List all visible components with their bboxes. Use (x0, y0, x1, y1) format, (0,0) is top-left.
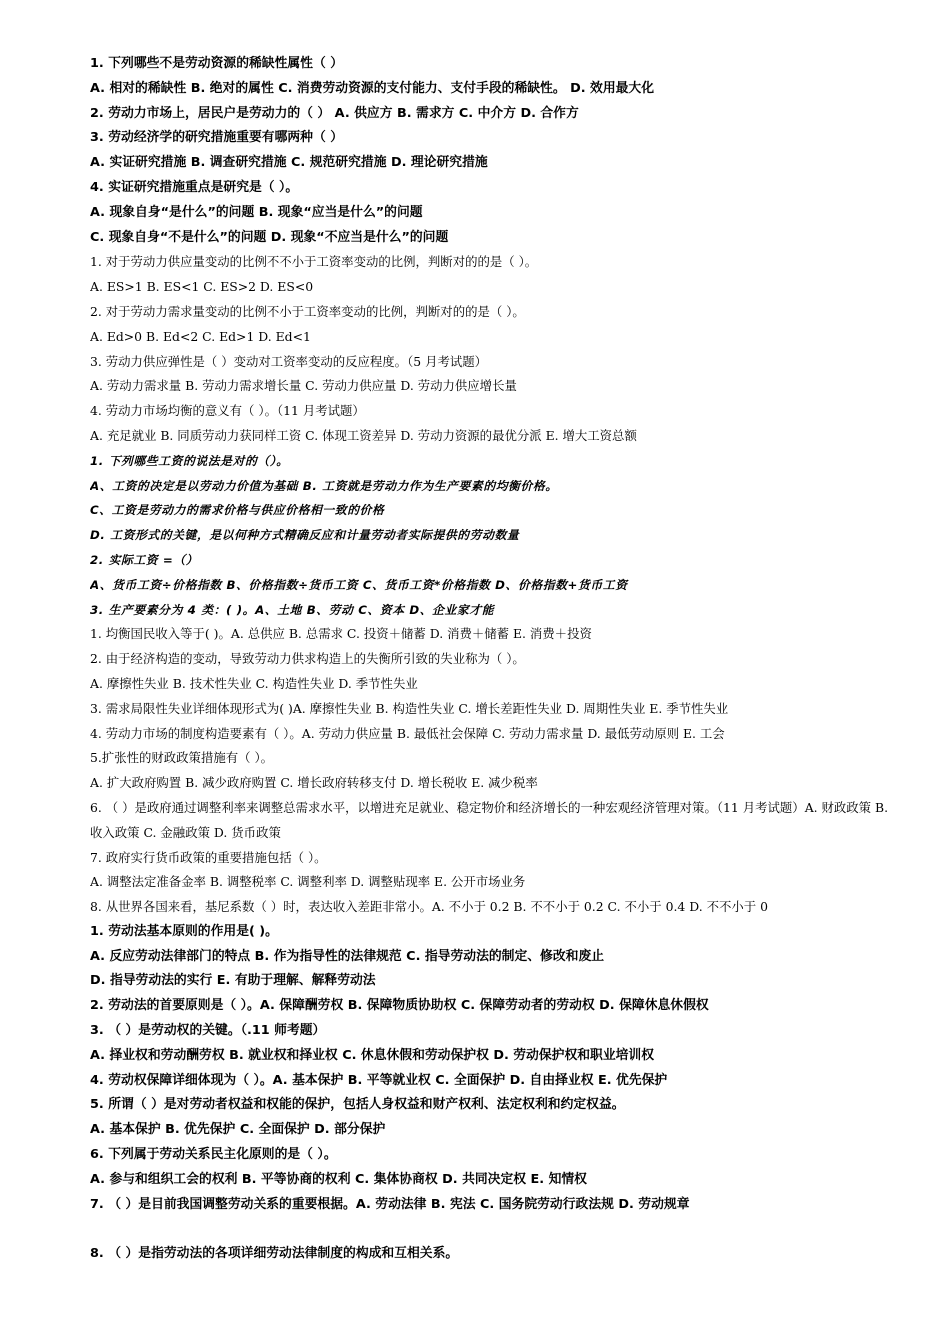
text-line: 6. 下列属于劳动关系民主化原则的是（ ）。 (90, 1147, 337, 1163)
text-line: 4. 劳动力市场的制度构造要素有（ ）。A. 劳动力供应量 B. 最低社会保障 C. 劳动力需求量 D. 最低劳动原则 E. 工会 (90, 725, 725, 741)
text-line: 3. 劳动经济学的研究措施重要有哪两种（ ） (90, 130, 344, 146)
text-line: A. 择业权和劳动酬劳权 B. 就业权和择业权 C. 休息休假和劳动保护权 D. 劳动保护权和职业培训权 (90, 1047, 655, 1063)
text-line: A、货币工资÷价格指数 B、价格指数÷货币工资 C、货币工资*价格指数 D、价格指数+货币工资 (90, 577, 628, 592)
text-line: A. 摩擦性失业 B. 技术性失业 C. 构造性失业 D. 季节性失业 (90, 675, 418, 691)
text-line: 2. 由于经济构造的变动，导致劳动力供求构造上的失衡所引致的失业称为（ ）。 (90, 651, 525, 667)
text-line: C. 现象自身“不是什么”的问题 D. 现象“不应当是什么”的问题 (90, 229, 449, 245)
text-line: 8. （ ）是指劳动法的各项详细劳动法律制度的构成和互相关系。 (90, 1246, 459, 1262)
text-line: A. 实证研究措施 B. 调查研究措施 C. 规范研究措施 D. 理论研究措施 (90, 155, 488, 171)
text-line: D. 指导劳动法的实行 E. 有助于理解、解释劳动法 (90, 973, 376, 989)
text-line: A. 劳动力需求量 B. 劳动力需求增长量 C. 劳动力供应量 D. 劳动力供应增长量 (90, 378, 517, 394)
text-line: A. 基本保护 B. 优先保护 C. 全面保护 D. 部分保护 (90, 1122, 386, 1138)
text-line: D. 工资形式的关键，是以何种方式精确反应和计量劳动者实际提供的劳动数量 (90, 528, 520, 543)
text-line: 4. 劳动权保障详细体现为（ ）。A. 基本保护 B. 平等就业权 C. 全面保护 D. 自由择业权 E. 优先保护 (90, 1072, 668, 1088)
text-line: 7. （ ）是目前我国调整劳动关系的重要根据。A. 劳动法律 B. 宪法 C. 国务院劳动行政法规 D. 劳动规章 (90, 1196, 690, 1212)
text-line: 1. 下列哪些不是劳动资源的稀缺性属性（ ） (90, 56, 344, 71)
text-line: A. Ed>0 B. Ed<2 C. Ed>1 D. Ed<1 (90, 328, 311, 344)
text-line: 2. 实际工资 =（） (90, 552, 199, 567)
text-line: 3. 劳动力供应弹性是（ ）变动对工资率变动的反应程度。（5 月考试题） (90, 353, 488, 369)
text-line: 8. 从世界各国来看，基尼系数（ ）时，表达收入差距非常小。A. 不小于 0.2 B. 不不小于 0.2 C. 不小于 0.4 D. 不不小于 0 (90, 899, 768, 915)
text-line: 3. （ ）是劳动权的关键。（.11 师考题） (90, 1023, 326, 1039)
text-line: 4. 实证研究措施重点是研究是（ ）。 (90, 179, 299, 195)
text-line: 1. 劳动法基本原则的作用是( )。 (90, 923, 278, 939)
text-line: 2. 对于劳动力需求量变动的比例不小于工资率变动的比例，判断对的的是（ ）。 (90, 303, 525, 319)
text-line: A. 参与和组织工会的权利 B. 平等协商的权利 C. 集体协商权 D. 共同决定权 E. 知情权 (90, 1171, 587, 1187)
text-line: C、工资是劳动力的需求价格与供应价格相一致的价格 (90, 503, 385, 518)
text-line: 5.扩张性的财政政策措施有（ ）。 (90, 750, 274, 766)
text-line: A、工资的决定是以劳动力价值为基础 B. 工资就是劳动力作为生产要素的均衡价格。 (90, 478, 558, 493)
text-line: 3. 生产要素分为 4 类：( )。A、土地 B、劳动 C、资本 D、企业家才能 (90, 602, 495, 617)
text-line: 1. 下列哪些工资的说法是对的（）。 (90, 453, 289, 468)
text-line: A. 反应劳动法律部门的特点 B. 作为指导性的法律规范 C. 指导劳动法的制定、修改和废止 (90, 948, 605, 964)
text-line: A. 现象自身“是什么”的问题 B. 现象“应当是什么”的问题 (90, 204, 423, 220)
blank-line (90, 1217, 890, 1242)
text-line: 5. 所谓（ ）是对劳动者权益和权能的保护，包括人身权益和财产权利、法定权利和约定权益。 (90, 1097, 625, 1113)
text-line: 7. 政府实行货币政策的重要措施包括（ ）。 (90, 849, 327, 865)
text-line: 2. 劳动法的首要原则是（ ）。A. 保障酬劳权 B. 保障物质协助权 C. 保障劳动者的劳动权 D. 保障休息休假权 (90, 998, 709, 1014)
text-line: 3. 需求局限性失业详细体现形式为( )A. 摩擦性失业 B. 构造性失业 C. 增长差距性失业 D. 周期性失业 E. 季节性失业 (90, 700, 729, 716)
text-line: 2. 劳动力市场上，居民户是劳动力的（ ） A. 供应方 B. 需求方 C. 中介方 D. 合作方 (90, 105, 579, 121)
text-line: A. 扩大政府购置 B. 减少政府购置 C. 增长政府转移支付 D. 增长税收 E. 减少税率 (90, 775, 538, 791)
text-line: A. ES>1 B. ES<1 C. ES>2 D. ES<0 (90, 279, 314, 295)
text-line: 6. （ ）是政府通过调整利率来调整总需求水平，以增进充足就业、稳定物价和经济增长的一种宏观经济管理对策。（11 月考试题）A. 财政政策 B. 收入政策 C. 金融政策 D. 货币政策 (90, 799, 889, 840)
text-line: A. 相对的稀缺性 B. 绝对的属性 C. 消费劳动资源的支付能力、支付手段的稀缺性。 D. 效用最大化 (90, 80, 655, 96)
text-line: 1. 均衡国民收入等于( )。A. 总供应 B. 总需求 C. 投资＋储蓄 D. 消费＋储蓄 E. 消费＋投资 (90, 626, 592, 642)
text-line: A. 调整法定准备金率 B. 调整税率 C. 调整利率 D. 调整贴现率 E. 公开市场业务 (90, 874, 526, 890)
text-line: A. 充足就业 B. 同质劳动力获同样工资 C. 体现工资差异 D. 劳动力资源的最优分派 E. 增大工资总额 (90, 427, 637, 443)
text-line: 1. 对于劳动力供应量变动的比例不不小于工资率变动的比例，判断对的的是（ ）。 (90, 254, 538, 270)
text-line: 4. 劳动力市场均衡的意义有（ ）。（11 月考试题） (90, 403, 365, 419)
